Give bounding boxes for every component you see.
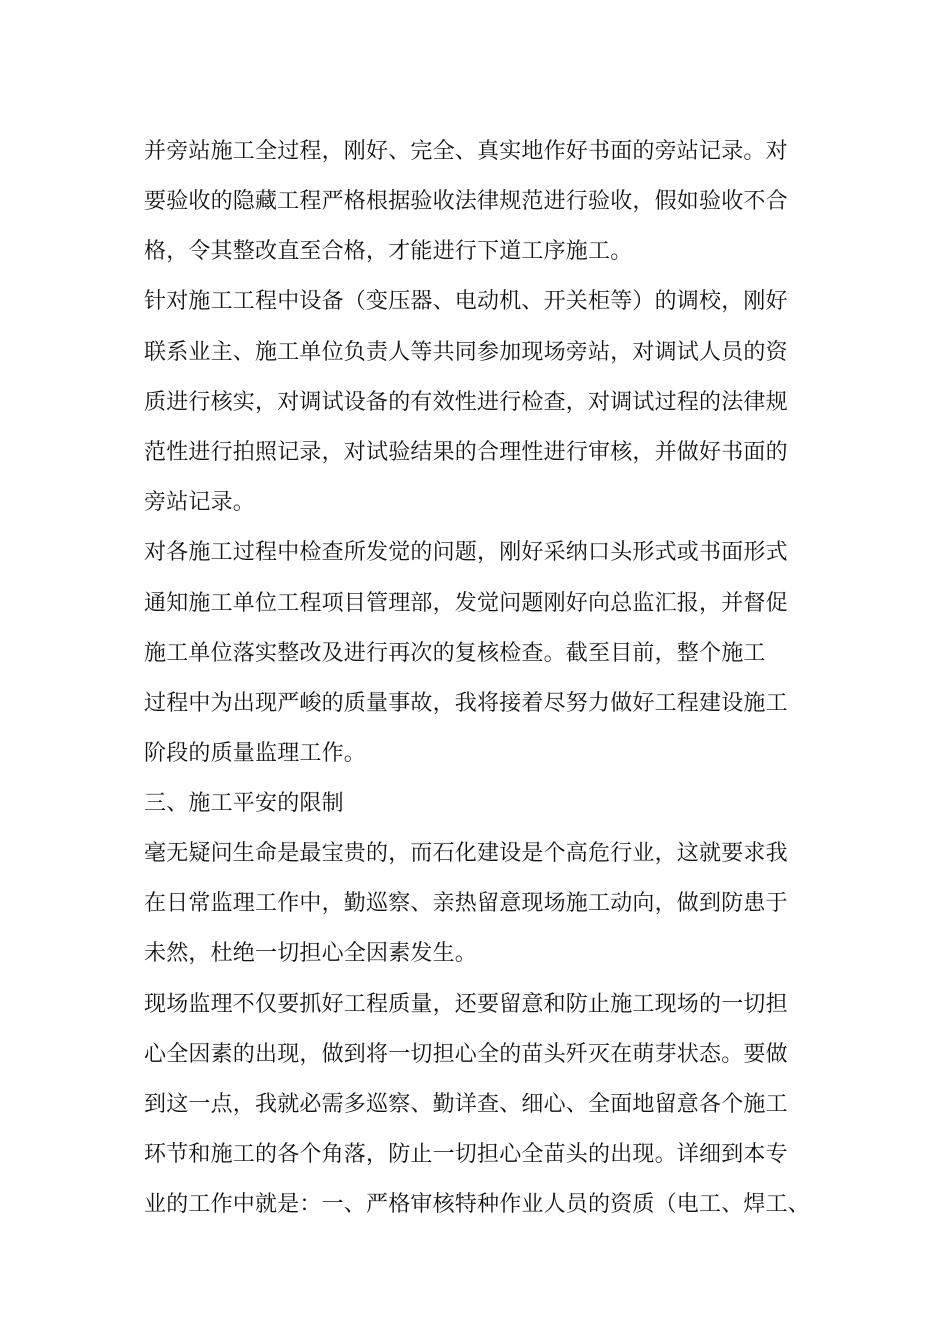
text-line: 过程中为出现严峻的质量事故，我将接着尽努力做好工程建设施工 (144, 691, 788, 716)
text-line: 范性进行拍照记录，对试验结果的合理性进行审核，并做好书面的 (144, 440, 788, 465)
section-heading: 三、施工平安的限制 (144, 791, 344, 816)
text-line: 联系业主、施工单位负责人等共同参加现场旁站，对调试人员的资 (144, 340, 788, 365)
text-line: 对各施工过程中检查所发觉的问题，刚好采纳口头形式或书面形式 (144, 540, 788, 565)
text-line: 毫无疑问生命是最宝贵的，而石化建设是个高危行业，这就要求我 (144, 841, 788, 866)
text-line: 到这一点，我就必需多巡察、勤详查、细心、全面地留意各个施工 (144, 1092, 788, 1117)
text-line: 现场监理不仅要抓好工程质量，还要留意和防止施工现场的一切担 (144, 992, 788, 1017)
text-line: 施工单位落实整改及进行再次的复核检查。截至目前，整个施工 (144, 641, 766, 666)
text-line: 旁站记录。 (144, 490, 256, 515)
text-line: 质进行核实，对调试设备的有效性进行检查，对调试过程的法律规 (144, 390, 788, 415)
text-line: 要验收的隐藏工程严格根据验收法律规范进行验收，假如验收不合 (144, 189, 788, 214)
text-line: 并旁站施工全过程，刚好、完全、真实地作好书面的旁站记录。对 (144, 139, 788, 164)
text-line: 针对施工工程中设备（变压器、电动机、开关柜等）的调校，刚好 (144, 289, 788, 314)
text-line: 心全因素的出现，做到将一切担心全的苗头歼灭在萌芽状态。要做 (144, 1042, 788, 1067)
text-line: 未然，杜绝一切担心全因素发生。 (144, 941, 478, 966)
text-line: 环节和施工的各个角落，防止一切担心全苗头的出现。详细到本专 (144, 1142, 788, 1167)
text-line: 格，令其整改直至合格，才能进行下道工序施工。 (144, 239, 633, 264)
text-line: 在日常监理工作中，勤巡察、亲热留意现场施工动向，做到防患于 (144, 891, 788, 916)
text-line: 通知施工单位工程项目管理部，发觉问题刚好向总监汇报，并督促 (144, 591, 788, 616)
text-line: 业的工作中就是：一、严格审核特种作业人员的资质（电工、焊工、 (144, 1192, 811, 1217)
text-line: 阶段的质量监理工作。 (144, 741, 367, 766)
